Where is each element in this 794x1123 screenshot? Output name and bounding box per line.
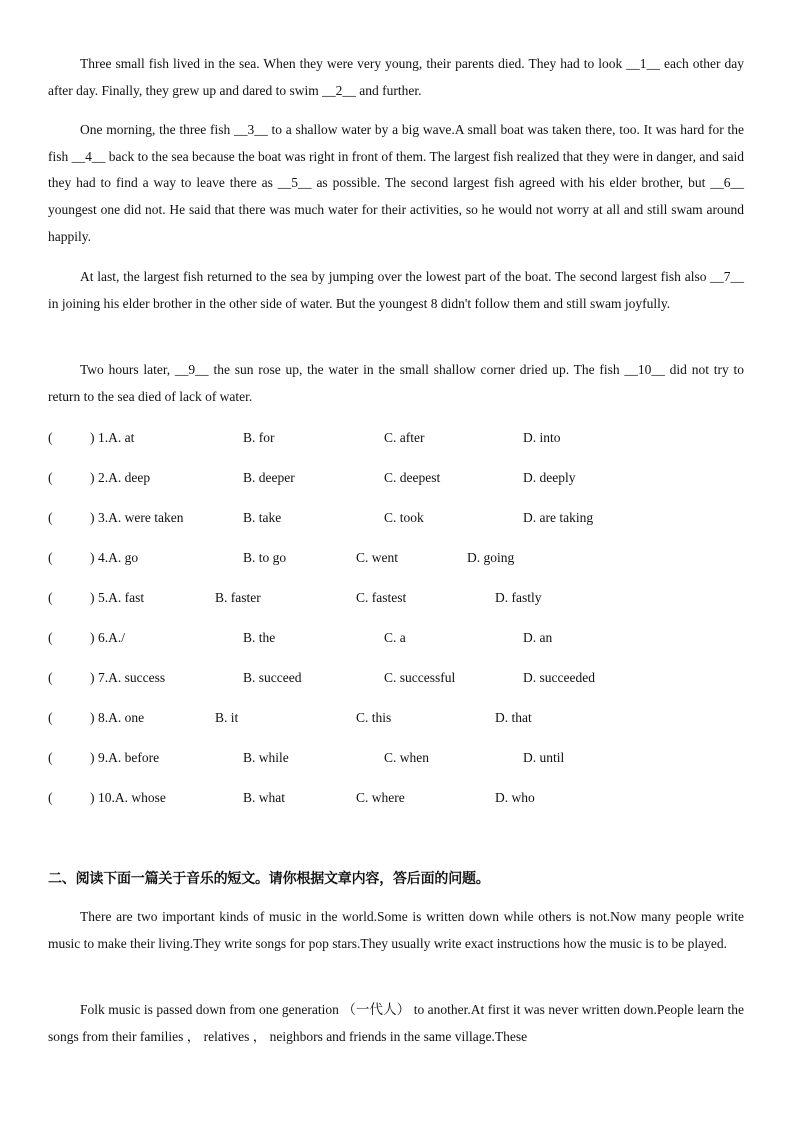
question-row (48, 710, 748, 730)
option-b: B. the (243, 630, 276, 645)
question-number-and-option-a (98, 470, 150, 486)
answer-blank-open-paren[interactable]: ( (48, 470, 53, 485)
question-row (48, 790, 748, 810)
option-b: B. take (243, 510, 282, 525)
question-number: 6. (98, 630, 109, 645)
option-c: C. deepest (384, 470, 441, 485)
question-number: 3. (98, 510, 109, 525)
section-2-paragraph-1: There are two important kinds of music in the world.Some is written down while others is not.Now many people write music to make their living.They write songs for pop stars.They usually write exact instructions how the music is to be played. (48, 909, 744, 951)
question-number: 7. (98, 670, 109, 685)
option-d: D. into (523, 430, 561, 445)
option-d: D. until (523, 750, 565, 765)
question-number: 8. (98, 710, 109, 725)
question-number: 9. (98, 750, 109, 765)
answer-blank-close-paren: ) (90, 710, 95, 725)
question-number-and-option-a (98, 510, 183, 526)
option-a: A. success (108, 670, 166, 685)
answer-blank-close-paren: ) (90, 550, 95, 565)
option-c: C. fastest (356, 590, 407, 605)
option-d: D. an (523, 630, 553, 645)
answer-blank-close-paren: ) (90, 750, 95, 765)
option-b: B. while (243, 750, 289, 765)
answer-blank-open-paren[interactable]: ( (48, 430, 53, 445)
answer-blank-close-paren: ) (90, 670, 95, 685)
question-number-and-option-a (98, 670, 165, 686)
option-c: C. went (356, 550, 398, 565)
option-d: D. succeeded (523, 670, 595, 685)
option-d: D. are taking (523, 510, 594, 525)
question-row (48, 630, 748, 650)
option-a: A. go (108, 550, 139, 565)
option-a: A. whose (114, 790, 166, 805)
option-c: C. after (384, 430, 425, 445)
option-d: D. going (467, 550, 515, 565)
question-number-and-option-a (98, 750, 159, 766)
option-b: B. it (215, 710, 239, 725)
option-c: C. where (356, 790, 405, 805)
question-row (48, 550, 748, 570)
option-b: B. what (243, 790, 285, 805)
answer-blank-close-paren: ) (90, 790, 95, 805)
section-2-paragraph-2: Folk music is passed down from one generation （一代人） to another.At first it was never written down.People learn the songs from their families ， relatives ， neighbors and friends in the same village.These (48, 1002, 744, 1044)
option-c: C. took (384, 510, 424, 525)
question-number: 10. (98, 790, 115, 805)
option-a: A. were taken (108, 510, 184, 525)
option-c: C. a (384, 630, 406, 645)
answer-blank-close-paren: ) (90, 630, 95, 645)
option-c: C. when (384, 750, 429, 765)
answer-blank-open-paren[interactable]: ( (48, 710, 53, 725)
option-a: A./ (108, 630, 125, 645)
question-row (48, 670, 748, 690)
option-a: A. fast (108, 590, 145, 605)
question-number-and-option-a (98, 590, 144, 606)
section-2-heading: 二、阅读下面一篇关于音乐的短文。请你根据文章内容，答后面的问题。 (48, 871, 490, 887)
question-row (48, 510, 748, 530)
question-number-and-option-a (98, 430, 134, 446)
option-b: B. to go (243, 550, 287, 565)
passage-paragraph-1: Three small fish lived in the sea. When they were very young, their parents died. They had to look __1__ each other day after day. Finally, they grew up and dared to swim __2__ and further. (48, 56, 744, 98)
passage-paragraph-4: Two hours later, __9__ the sun rose up, the water in the small shallow corner dried up. The fish __10__ did not try to return to the sea died of lack of water. (48, 362, 744, 404)
answer-blank-open-paren[interactable]: ( (48, 630, 53, 645)
question-number-and-option-a (98, 550, 138, 566)
question-number-and-option-a (98, 790, 166, 806)
option-d: D. fastly (495, 590, 542, 605)
option-a: A. deep (108, 470, 151, 485)
option-d: D. who (495, 790, 535, 805)
option-a: A. one (108, 710, 145, 725)
answer-blank-close-paren: ) (90, 590, 95, 605)
answer-blank-open-paren[interactable]: ( (48, 670, 53, 685)
answer-blank-close-paren: ) (90, 430, 95, 445)
passage-paragraph-3: At last, the largest fish returned to the sea by jumping over the lowest part of the boat. The second largest fish also __7__ in joining his elder brother in the other side of water. But the youngest 8 didn't follow them and still swam joyfully. (48, 269, 744, 311)
question-number: 1. (98, 430, 109, 445)
question-row (48, 470, 748, 490)
answer-blank-open-paren[interactable]: ( (48, 750, 53, 765)
question-number-and-option-a (98, 630, 125, 646)
question-row (48, 590, 748, 610)
option-d: D. that (495, 710, 532, 725)
answer-blank-open-paren[interactable]: ( (48, 790, 53, 805)
option-c: C. this (356, 710, 392, 725)
question-number: 2. (98, 470, 109, 485)
question-number: 5. (98, 590, 109, 605)
option-a: A. at (108, 430, 135, 445)
answer-blank-close-paren: ) (90, 470, 95, 485)
option-b: B. succeed (243, 670, 302, 685)
option-b: B. deeper (243, 470, 295, 485)
option-d: D. deeply (523, 470, 576, 485)
option-b: B. faster (215, 590, 261, 605)
answer-blank-open-paren[interactable]: ( (48, 590, 53, 605)
question-number-and-option-a (98, 710, 144, 726)
passage-paragraph-2: One morning, the three fish __3__ to a shallow water by a big wave.A small boat was taken there, too. It was hard for the fish __4__ back to the sea because the boat was right in front of them. The largest fish realized that they were in danger, and said they had to find a way to leave there as __5__ as possible. The second largest fish agreed with his elder brother, but __6__ youngest one did not. He said that there was much water for their activities, so he would not worry at all and still swam around happily. (48, 122, 744, 244)
answer-blank-open-paren[interactable]: ( (48, 550, 53, 565)
option-b: B. for (243, 430, 275, 445)
option-c: C. successful (384, 670, 456, 685)
option-a: A. before (108, 750, 160, 765)
question-number: 4. (98, 550, 109, 565)
answer-blank-open-paren[interactable]: ( (48, 510, 53, 525)
answer-blank-close-paren: ) (90, 510, 95, 525)
question-row (48, 750, 748, 770)
question-row (48, 430, 748, 450)
